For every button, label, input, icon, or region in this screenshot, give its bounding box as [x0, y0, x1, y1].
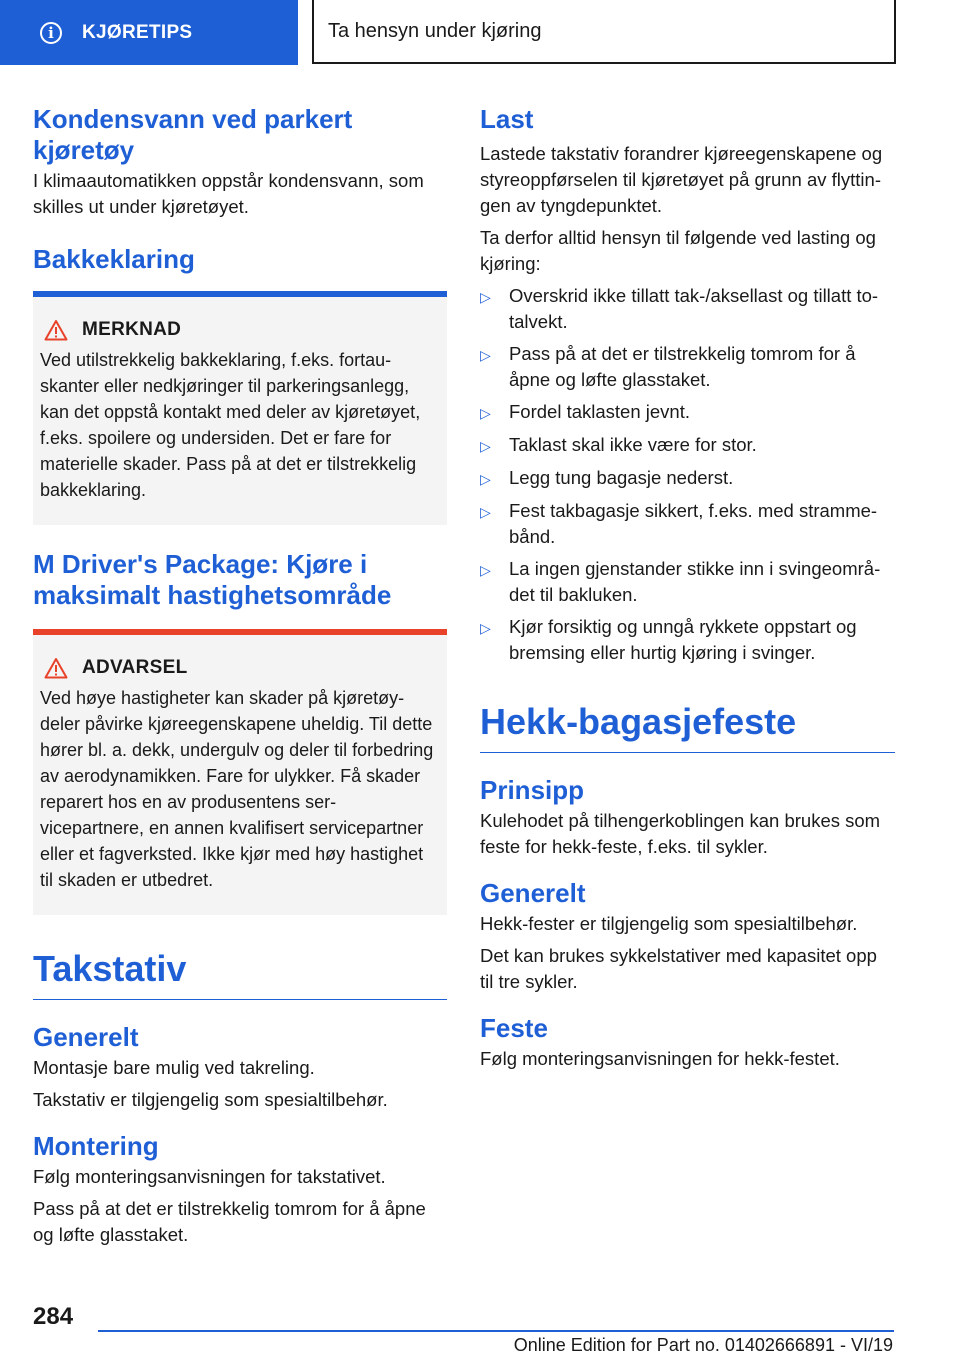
page-number: 284	[33, 1303, 74, 1330]
triangle-bullet-icon: ▷	[480, 347, 491, 363]
triangle-bullet-icon: ▷	[480, 620, 491, 636]
triangle-bullet-icon: ▷	[480, 504, 491, 520]
heading-last: Last	[480, 104, 534, 134]
right-column	[480, 100, 895, 1072]
list-item: ▷ Taklast skal ikke være for stor.	[480, 432, 895, 459]
heading-mounting: Montering	[33, 1131, 159, 1161]
hekk-general-p2: Det kan brukes sykkelstativer med kapasitet opp til tre sykler.	[480, 945, 877, 992]
list-item: ▷ Overskrid ikke tillatt tak-/aksellast og tillatt to-talvekt.	[480, 283, 895, 335]
feste-text: Følg monteringsanvisningen for hekk-festet.	[480, 1048, 840, 1069]
last-p2: Ta derfor alltid hensyn til følgende ved lasting og kjøring:	[480, 227, 876, 274]
list-item: ▷ Pass på at det er tilstrekkelig tomrom for å åpne og løfte glasstaket.	[480, 341, 895, 393]
list-item: ▷ La ingen gjenstander stikke inn i svingeområ-det til bakluken.	[480, 556, 895, 608]
heading-takstativ: Takstativ	[33, 947, 447, 1000]
heading-principle: Prinsipp	[480, 775, 585, 805]
triangle-bullet-icon: ▷	[480, 562, 491, 578]
page-title: Ta hensyn under kjøring	[328, 19, 542, 42]
list-item: ▷ Fordel taklasten jevnt.	[480, 399, 895, 426]
takstativ-general-p1: Montasje bare mulig ved takreling.	[33, 1057, 315, 1078]
warning-box	[33, 629, 447, 915]
section-label: KJØRETIPS	[82, 21, 193, 43]
notice-box	[33, 291, 447, 525]
takstativ-general-p2: Takstativ er tilgjengelig som spesialtilbehør.	[33, 1089, 388, 1110]
edition-text: Online Edition for Part no. 01402666891 - VI/19	[513, 1335, 893, 1355]
list-item: ▷ Fest takbagasje sikkert, f.eks. med stramme-bånd.	[480, 498, 895, 550]
triangle-bullet-icon: ▷	[480, 471, 491, 487]
heading-m-package: M Driver's Package: Kjøre i maksimalt hastighetsområde	[33, 549, 392, 610]
footer-divider	[98, 1330, 894, 1332]
condensation-text: I klimaautomatikken oppstår kondensvann, som skilles ut under kjøretøyet.	[33, 170, 424, 217]
triangle-bullet-icon: ▷	[480, 289, 491, 305]
mounting-p2: Pass på at det er tilstrekkelig tomrom for å åpne og løfte glasstaket.	[33, 1198, 426, 1245]
info-icon: i	[40, 22, 62, 44]
warning-header	[40, 657, 439, 679]
load-checklist	[480, 283, 895, 666]
heading-hekk: Hekk-bagasjefeste	[480, 700, 895, 753]
list-item: ▷ Kjør forsiktig og unngå rykkete oppstart og bremsing eller hurtig kjøring i svinger.	[480, 614, 895, 666]
notice-header	[40, 319, 439, 341]
hekk-general-p1: Hekk-fester er tilgjengelig som spesialtilbehør.	[480, 913, 858, 934]
heading-takstativ-general: Generelt	[33, 1022, 139, 1052]
section-tab	[0, 0, 298, 65]
heading-feste: Feste	[480, 1013, 548, 1043]
triangle-bullet-icon: ▷	[480, 438, 491, 454]
heading-hekk-general: Generelt	[480, 878, 586, 908]
caution-triangle-icon	[44, 319, 68, 341]
last-p1: Lastede takstativ forandrer kjøreegenskapene og styreoppførselen til kjøretøyet på grunn av flyttin-gen av tyngdepunktet.	[480, 143, 883, 216]
heading-condensation: Kondensvann ved parkert kjøretøy	[33, 104, 353, 165]
notice-text: Ved utilstrekkelig bakkeklaring, f.eks. fortau-skanter eller nedkjøringer til parkeringsanlegg, kan det oppstå kontakt med deler av kjøretøyet, f.eks. spoilere og undersiden. Det er fare for materielle skader. Pass på at det er tilstrekkelig bakkeklaring.	[40, 350, 421, 500]
warning-text: Ved høye hastigheter kan skader på kjøretøy-deler påvirke kjøreegenskapene uheldig. Til dette hører bl. a. dekk, undergulv og deler til forbedring av aerodynamikken. Fare for ulykker. Få skader reparert hos en av produsentens ser-vicepartnere, en annen kvalifisert servicepartner eller et fagverksted. Ikke kjør med høy hastighet til skaden er utbedret.	[40, 688, 434, 890]
notice-title: MERKNAD	[82, 319, 182, 340]
page-title-box	[312, 0, 896, 64]
heading-clearance: Bakkeklaring	[33, 244, 195, 274]
triangle-bullet-icon: ▷	[480, 405, 491, 421]
mounting-p1: Følg monteringsanvisningen for takstativet.	[33, 1166, 386, 1187]
warning-title: ADVARSEL	[82, 657, 188, 678]
list-item: ▷ Legg tung bagasje nederst.	[480, 465, 895, 492]
principle-text: Kulehodet på tilhengerkoblingen kan brukes som feste for hekk-feste, f.eks. til sykler.	[480, 810, 881, 857]
warning-triangle-icon	[44, 657, 68, 679]
left-column	[33, 100, 447, 1248]
